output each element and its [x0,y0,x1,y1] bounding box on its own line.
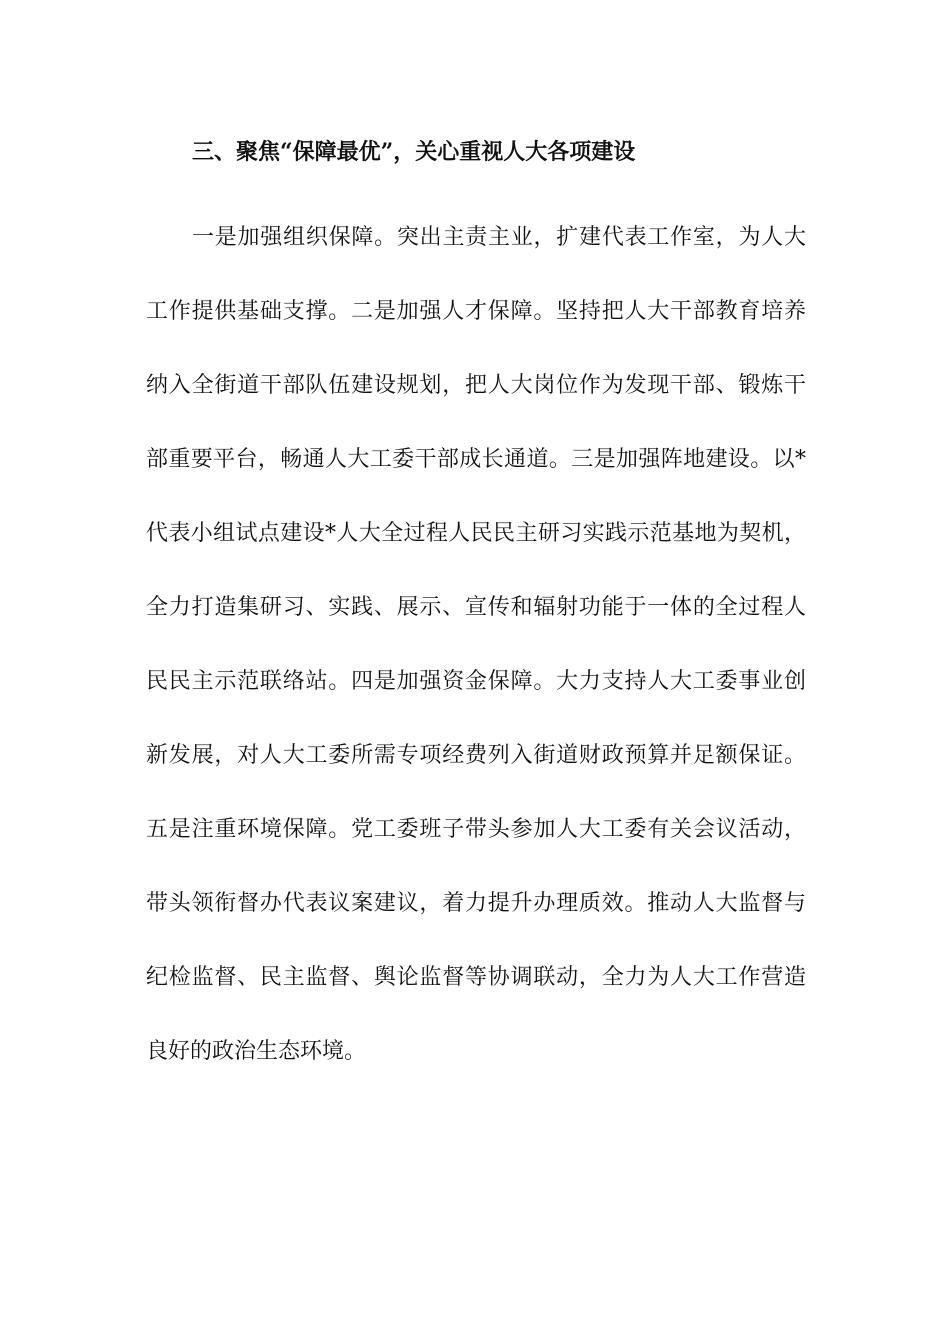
paragraph-line: 纪检监督、民主监督、舆论监督等协调联动，全力为人大工作营造 [146,965,806,990]
paragraph-line: 全力打造集研习、实践、展示、宣传和辐射功能于一体的全过程人 [146,595,806,620]
paragraph-line: 纳入全街道干部队伍建设规划，把人大岗位作为发现干部、锻炼干 [146,373,806,398]
paragraph-line: 民民主示范联络站。四是加强资金保障。大力支持人大工委事业创 [146,669,806,694]
paragraph-line: 新发展，对人大工委所需专项经费列入街道财政预算并足额保证。 [146,743,806,768]
paragraph-line: 带头领衔督办代表议案建议，着力提升办理质效。推动人大监督与 [146,891,806,916]
paragraph-line: 部重要平台，畅通人大工委干部成长通道。三是加强阵地建设。以* [146,447,806,472]
paragraph-line: 工作提供基础支撑。二是加强人才保障。坚持把人大干部教育培养 [146,299,806,324]
paragraph-line: 代表小组试点建设*人大全过程人民民主研习实践示范基地为契机， [146,521,806,546]
paragraph-line: 一是加强组织保障。突出主责主业，扩建代表工作室，为人大 [192,225,806,250]
paragraph-line: 五是注重环境保障。党工委班子带头参加人大工委有关会议活动， [146,817,806,842]
paragraph-line: 良好的政治生态环境。 [146,1039,367,1064]
section-heading: 三、聚焦“保障最优”，关心重视人大各项建设 [192,139,636,165]
